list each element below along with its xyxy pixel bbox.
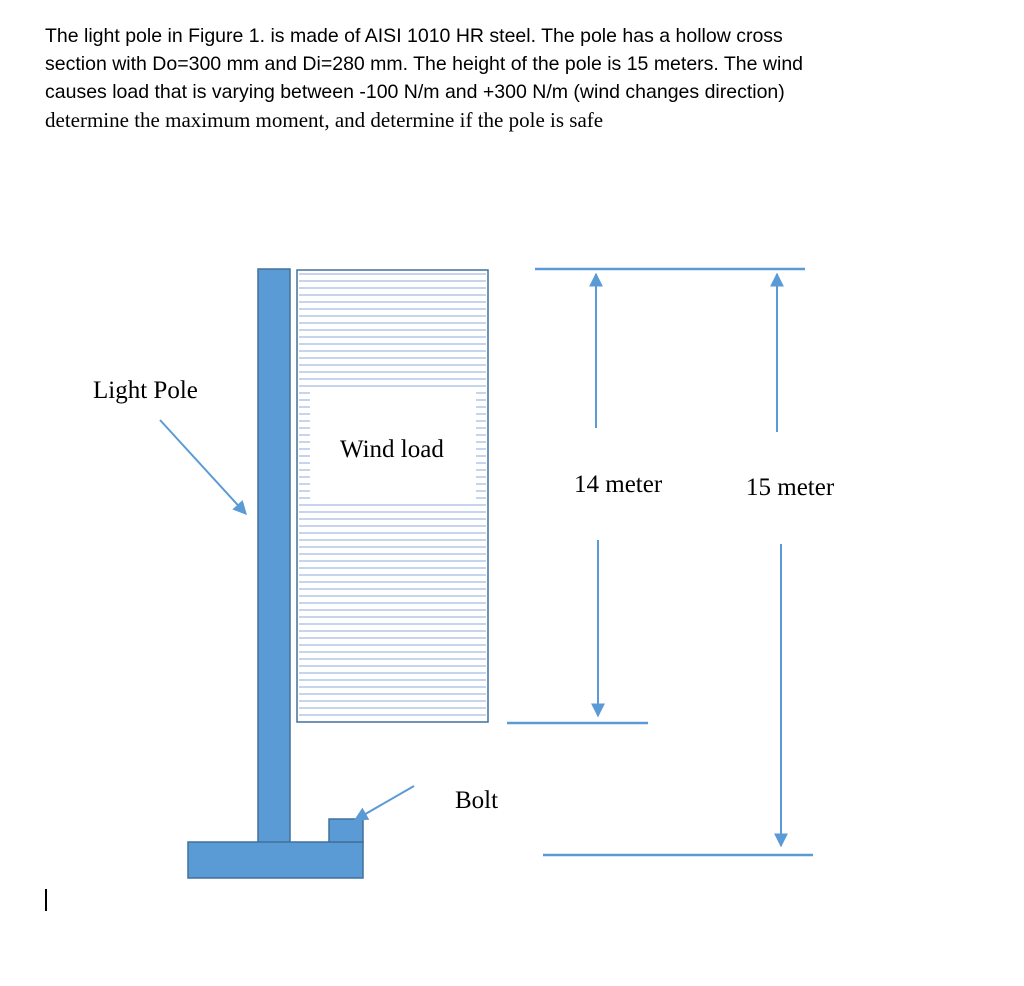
dimension-14-label: 14 meter	[574, 471, 663, 498]
light-pole-pointer-arrow	[160, 420, 246, 514]
bolt-label: Bolt	[455, 787, 499, 814]
dimension-15-meter	[746, 274, 835, 846]
problem-line-4: determine the maximum moment, and determine if the pole is safe	[45, 108, 604, 132]
dimension-14-meter	[574, 274, 663, 716]
text-cursor	[45, 889, 47, 911]
problem-line-3: causes load that is varying between -100 N/m and +300 N/m (wind changes direction)	[45, 81, 785, 103]
problem-line-1: The light pole in Figure 1. is made of AISI 1010 HR steel. The pole has a hollow cross	[45, 25, 783, 47]
light-pole	[258, 269, 290, 843]
problem-line-2: section with Do=300 mm and Di=280 mm. The height of the pole is 15 meters. The wind	[45, 53, 804, 75]
wind-load-label: Wind load	[340, 436, 444, 463]
bolt-pointer-arrow	[355, 786, 414, 820]
light-pole-label: Light Pole	[93, 377, 198, 404]
pole-base	[188, 842, 363, 878]
dimension-15-label: 15 meter	[746, 474, 835, 501]
bolt	[329, 819, 363, 842]
wind-load-region	[297, 270, 488, 722]
